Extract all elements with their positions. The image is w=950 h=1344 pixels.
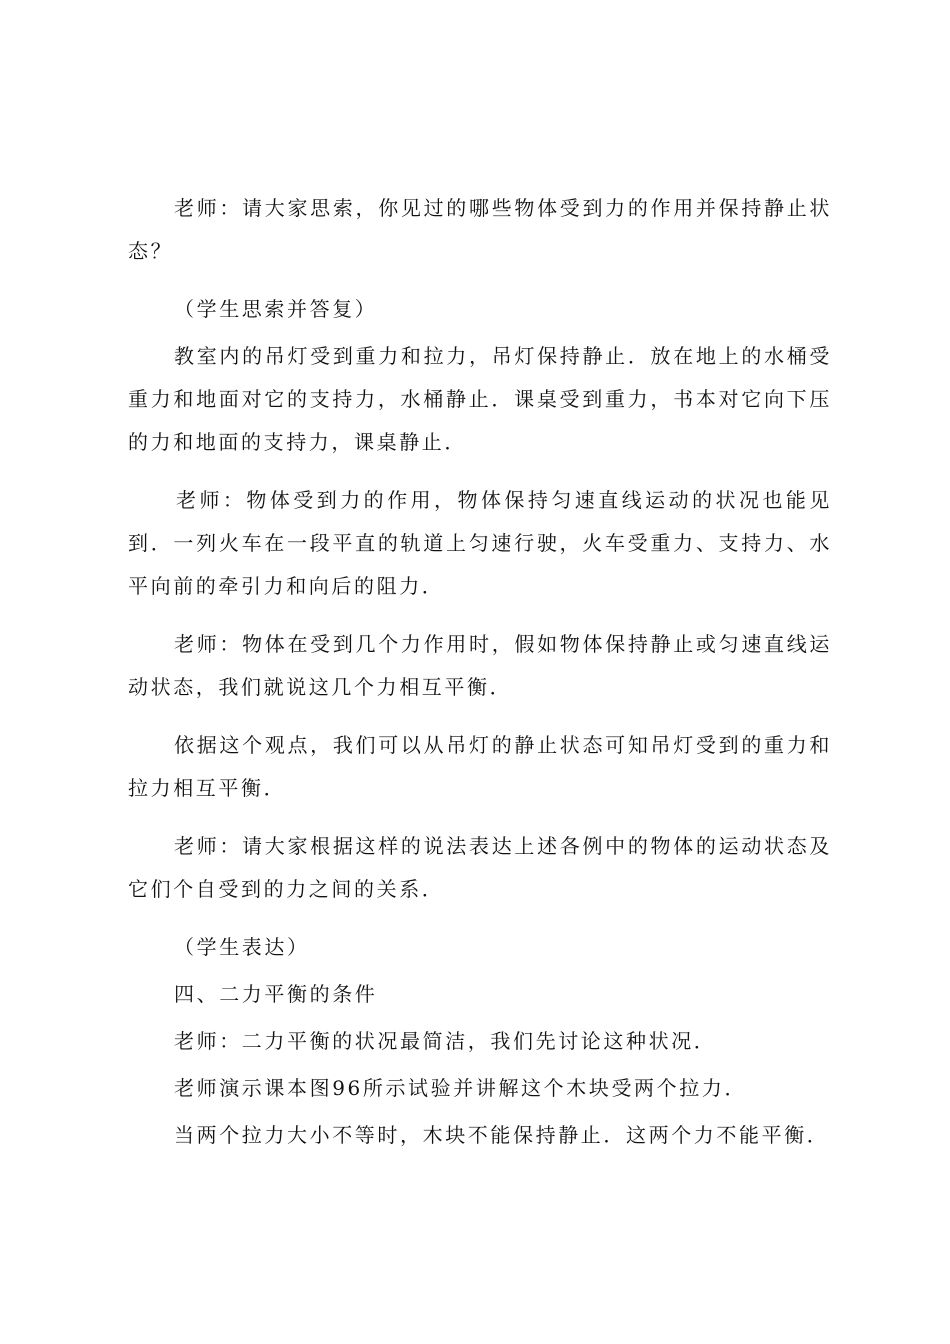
paragraph-express-instruction: 老师：请大家根据这样的说法表达上述各例中的物体的运动状态及它们个自受到的力之间的关系． [128,834,832,901]
paragraph-examples-static: 教室内的吊灯受到重力和拉力，吊灯保持静止．放在地上的水桶受重力和地面对它的支持力，水桶静止．课桌受到重力，书本对它向下压的力和地面的支持力，课桌静止． [128,344,832,454]
paragraph-uniform-motion: 老师：物体受到力的作用，物体保持匀速直线运动的状况也能见到．一列火车在一段平直的轨道上匀速行驶，火车受重力、支持力、水平向前的牵引力和向后的阻力． [128,488,832,598]
paragraph-student-answer-note: （学生思索并答复） [174,297,378,321]
paragraph-student-express-note: （学生表达） [174,935,310,959]
paragraph-demonstration: 老师演示课本图96所示试验并讲解这个木块受两个拉力． [174,1076,748,1100]
paragraph-simplest-case: 老师：二力平衡的状况最简洁，我们先讨论这种状况． [174,1029,717,1053]
paragraph-balance-definition: 老师：物体在受到几个力作用时，假如物体保持静止或匀速直线运动状态，我们就说这几个力相互平衡． [128,632,832,699]
document-body [128,187,832,1161]
section-heading-two-force-balance: 四、二力平衡的条件 [174,982,378,1006]
paragraph-question: 老师：请大家思索，你见过的哪些物体受到力的作用并保持静止状态？ [128,196,832,263]
paragraph-unequal-forces: 当两个拉力大小不等时，木块不能保持静止．这两个力不能平衡． [174,1123,830,1147]
paragraph-lamp-balance: 依据这个观点，我们可以从吊灯的静止状态可知吊灯受到的重力和拉力相互平衡． [128,733,832,800]
